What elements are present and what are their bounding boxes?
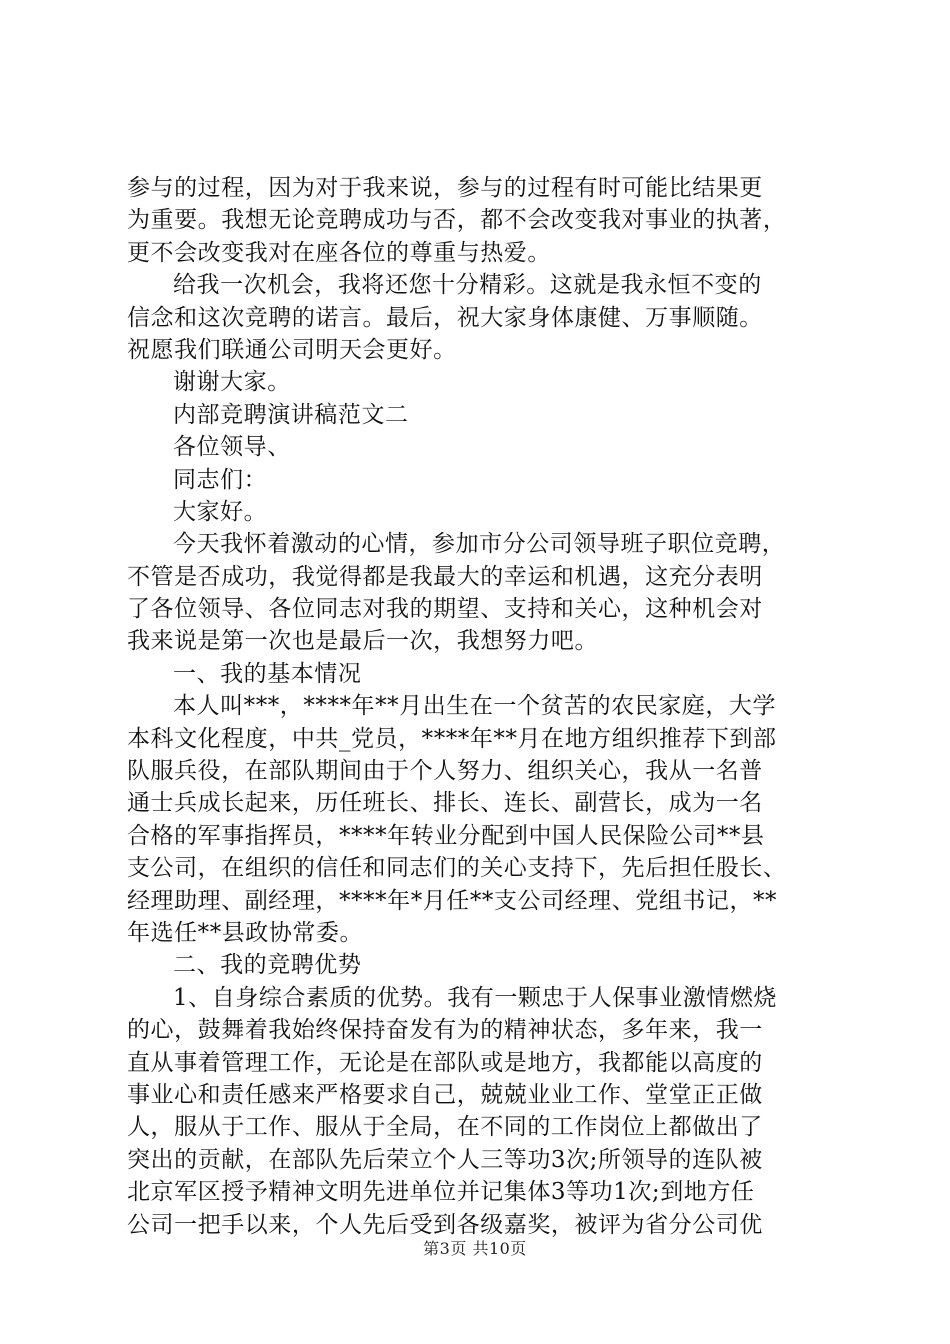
text-line: 北京军区授予精神文明先进单位并记集体3等功1次;到地方任 xyxy=(127,1179,755,1206)
text-line: 合格的军事指挥员，****年转业分配到中国人民保险公司**县 xyxy=(127,822,765,849)
text-line: 同志们： xyxy=(173,466,268,493)
text-line: 不管是否成功，我觉得都是我最大的幸运和机遇，这充分表明 xyxy=(127,563,763,590)
text-line: 了各位领导、各位同志对我的期望、支持和关心，这种机会对 xyxy=(127,596,763,623)
text-line: 参与的过程，因为对于我来说，参与的过程有时可能比结果更 xyxy=(127,175,763,201)
text-line: 一、我的基本情况 xyxy=(173,660,362,687)
text-line: 直从事着管理工作，无论是在部队或是地方，我都能以高度的 xyxy=(127,1049,763,1076)
text-line: 二、我的竞聘优势 xyxy=(173,952,362,979)
text-line: 人，服从于工作、服从于全局，在不同的工作岗位上都做出了 xyxy=(127,1114,763,1141)
text-line: 年选任**县政协常委。 xyxy=(127,919,364,946)
text-line: 更不会改变我对在座各位的尊重与热爱。 xyxy=(127,239,551,266)
text-line: 的心，鼓舞着我始终保持奋发有为的精神状态，多年来，我一 xyxy=(127,1017,763,1044)
text-line: 大家好。 xyxy=(173,498,268,525)
document-body xyxy=(127,172,830,1241)
text-line: 事业心和责任感来严格要求自己，兢兢业业工作、堂堂正正做 xyxy=(127,1081,763,1108)
text-line: 队服兵役，在部队期间由于个人努力、组织关心，我从一名普 xyxy=(127,758,763,785)
text-line: 经理助理、副经理，****年*月任**支公司经理、党组书记，** xyxy=(127,887,778,914)
text-line: 本人叫***，****年**月出生在一个贫苦的农民家庭，大学 xyxy=(173,693,776,720)
text-line: 我来说是第一次也是最后一次，我想努力吧。 xyxy=(127,628,598,655)
text-line: 为重要。我想无论竞聘成功与否，都不会改变我对事业的执著， xyxy=(127,207,787,234)
text-line: 谢谢大家。 xyxy=(173,369,291,396)
page-footer: 第3页 共10页 xyxy=(423,1239,527,1258)
text-line: 本科文化程度，中共_党员，****年**月在地方组织推荐下到部 xyxy=(127,725,777,752)
text-line: 突出的贡献，在部队先后荣立个人三等功3次;所领导的连队被 xyxy=(127,1146,763,1173)
text-line: 给我一次机会，我将还您十分精彩。这就是我永恒不变的 xyxy=(173,272,762,299)
text-line: 公司一把手以来，个人先后受到各级嘉奖，被评为省分公司优 xyxy=(127,1211,763,1238)
text-line: 内部竞聘演讲稿范文二 xyxy=(173,401,409,428)
text-line: 支公司，在组织的信任和同志们的关心支持下，先后担任股长、 xyxy=(127,855,787,882)
text-line: 今天我怀着激动的心情，参加市分公司领导班子职位竞聘， xyxy=(173,531,786,558)
text-line: 1、自身综合素质的优势。我有一颗忠于人保事业激情燃烧 xyxy=(173,984,777,1011)
text-line: 祝愿我们联通公司明天会更好。 xyxy=(127,336,457,363)
text-line: 各位领导、 xyxy=(173,434,291,461)
text-line: 信念和这次竞聘的诺言。最后，祝大家身体康健、万事顺随。 xyxy=(127,304,763,331)
text-line: 通士兵成长起来，历任班长、排长、连长、副营长，成为一名 xyxy=(127,790,763,817)
